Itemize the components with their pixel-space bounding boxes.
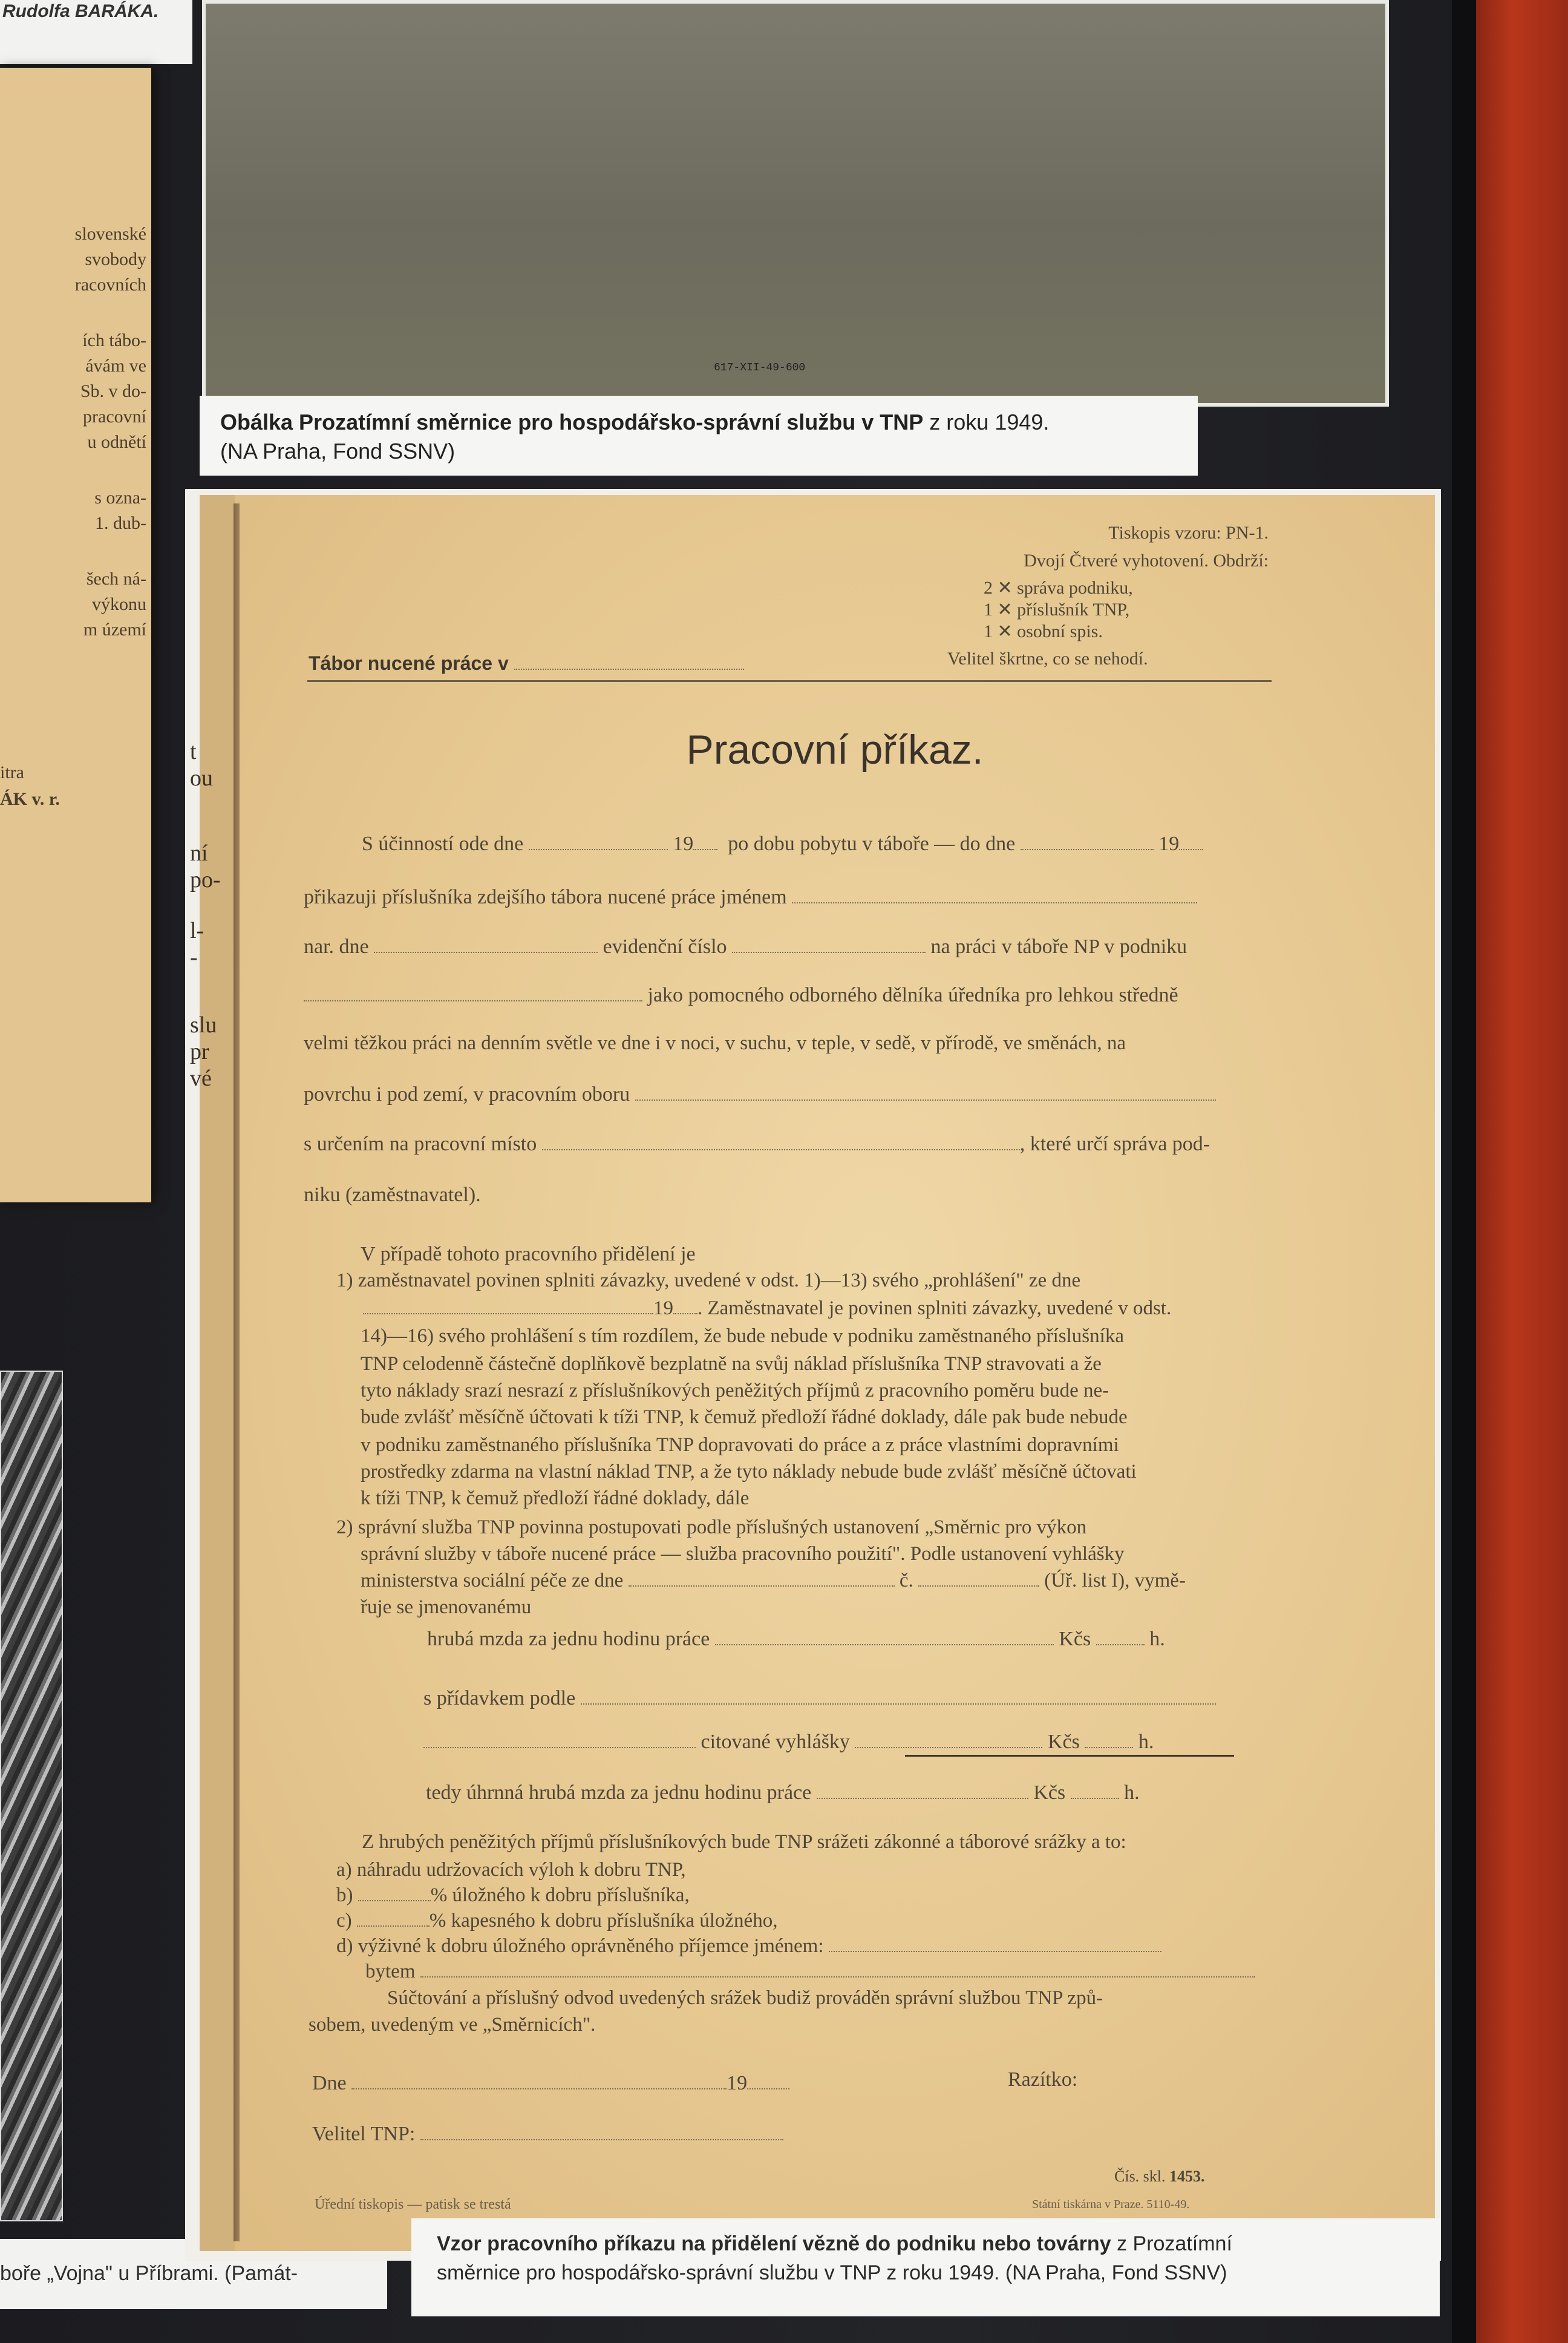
label: které určí správa pod- (1030, 1133, 1210, 1155)
header-right-line: Dvojí Čtveré vyhotovení. Obdrží: (1024, 551, 1269, 571)
label: h. (1124, 1781, 1140, 1804)
left-document-fragment (0, 68, 151, 1202)
name-line (304, 886, 1197, 909)
para-line: v podniku zaměstnaného příslušníka TNP dopravovati do práce a z práce vlastními dopravními (361, 1434, 1119, 1456)
year-field (673, 1297, 697, 1314)
decree-line (423, 1731, 1154, 1754)
strip-fragment: vé (190, 1066, 212, 1091)
effective-date-line (362, 833, 1203, 856)
left-doc-line: racovních (74, 275, 146, 295)
strip-fragment: ou (190, 765, 213, 791)
left-doc-line: u odnětí (87, 432, 146, 452)
label: % úložného k dobru příslušníka, (430, 1884, 690, 1906)
label: nar. dne (304, 936, 369, 958)
header-right-line: 2 ✕ správa podniku, (984, 578, 1133, 598)
year-field (747, 2073, 789, 2089)
camp-header-label: Tábor nucené práce v (309, 652, 509, 674)
crowns-field (1071, 1782, 1119, 1799)
year-field (693, 833, 717, 850)
left-doc-line: itra (0, 762, 24, 782)
work-field-input (635, 1084, 1216, 1101)
para-line (361, 1570, 1186, 1592)
warehouse-number (1114, 2168, 1205, 2186)
recipient-field (829, 1935, 1161, 1952)
envelope-photo (202, 0, 1389, 407)
envelope-stamp: 617-XII-49-600 (714, 362, 806, 374)
bottom-caption-bold: Vzor pracovního příkazu na přidělení vězně do podniku nebo továrny (437, 2232, 1111, 2255)
para-line: 2) správní služba TNP povinna postupovati podle příslušných ustanovení „Směrnic pro výkon (336, 1516, 1087, 1538)
left-doc-line: m území (83, 620, 146, 640)
percent-field (358, 1884, 431, 1901)
percent-field (357, 1910, 430, 1927)
conditions-line: velmi těžkou práci na denním světle ve dne i v noci, v suchu, v teple, v sedě, v přírodě, ve směnách, na (304, 1032, 1126, 1054)
para-line: 14)—16) svého prohlášení s tím rozdílem, že bude nebude v podniku zaměstnaného příslušníka (361, 1325, 1124, 1347)
label: ministerstva sociální péče ze dne (361, 1570, 624, 1591)
label: (Úř. list I), vymě- (1044, 1570, 1186, 1591)
label: hrubá mzda za jednu hodinu práce (427, 1628, 710, 1650)
date-field (1021, 833, 1154, 850)
enterprise-field (304, 985, 642, 1001)
official-form-note: Úřední tiskopis — patisk se trestá (315, 2197, 511, 2212)
deductions-intro: Z hrubých peněžitých příjmů příslušníkových bude TNP srážeti zákonné a táborové srážky a to: (362, 1831, 1126, 1853)
commander-signature-field (420, 2123, 783, 2140)
deduction-item (336, 1884, 690, 1907)
subtotal-rule (905, 1755, 1234, 1757)
bottom-caption-rest: z Prozatímní (1111, 2232, 1232, 2255)
para-line: k tíži TNP, k čemuž předloží řádné doklady, dále (361, 1487, 750, 1509)
settlement-line: Súčtování a příslušný odvod uvedených srážek budiž prováděn správní službou TNP způ- (387, 1987, 1103, 2009)
para-line: tyto náklady srazí nesrazí z příslušníkových peněžitých příjmů z pracovního poměru bude ne- (361, 1380, 1109, 1401)
header-right-line: Tiskopis vzoru: PN-1. (1108, 523, 1269, 543)
label: povrchu i pod zemí, v pracovním oboru (304, 1083, 630, 1106)
topleft-caption: Rudolfa BARÁKA. (2, 1, 159, 21)
currency-label: Kčs (1047, 1731, 1080, 1753)
total-wage-line (426, 1781, 1140, 1804)
para-line: správní služby v táboře nucené práce — služba pracovního použití". Podle ustanovení vyhlášky (361, 1543, 1125, 1565)
left-doc-line: svobody (85, 249, 146, 269)
para-line (363, 1297, 1171, 1320)
para-line: prostředky zdarma na vlastní náklad TNP, a že tyto náklady nebude bude zvlášť měsíčně účtovati (361, 1461, 1137, 1483)
strip-fragment: l- (190, 918, 204, 943)
left-doc-line: ÁK v. r. (0, 789, 60, 809)
label: h. (1138, 1731, 1154, 1753)
label: tedy úhrnná hrubá mzda za jednu hodinu práce (426, 1781, 812, 1804)
workplace-field (542, 1133, 1020, 1150)
label: c) (336, 1910, 352, 1932)
wage-line (427, 1628, 1165, 1651)
crowns-field (1085, 1731, 1133, 1748)
label: s přídavkem podle (423, 1687, 576, 1709)
header-right-line: 1 ✕ osobní spis. (984, 621, 1103, 641)
label: Čís. skl. (1114, 2168, 1166, 2185)
label: 19 (727, 2072, 748, 2094)
para-intro: V případě tohoto pracovního přidělení je (361, 1243, 696, 1265)
header-right-line: Velitel škrtne, co se nehodí. (947, 649, 1148, 669)
label: přikazuji příslušníka zdejšího tábora nucené práce jménem (304, 886, 787, 908)
strip-fragment: slu (190, 1012, 217, 1038)
allowance-line (423, 1687, 1216, 1710)
left-doc-line: ávám ve (85, 356, 146, 376)
left-doc-line: výkonu (92, 594, 146, 614)
commander-line (312, 2123, 783, 2146)
strip-fragment: pr (190, 1039, 209, 1064)
left-photo-fragment (0, 1371, 63, 2221)
date-field (529, 833, 668, 850)
header-right-line: 1 ✕ příslušník TNP, (984, 600, 1130, 620)
wage-field (715, 1628, 1054, 1645)
label: Velitel TNP: (312, 2123, 416, 2145)
strip-fragment: t (190, 739, 197, 764)
printer-note: Státní tiskárna v Praze. 5110-49. (1032, 2198, 1190, 2211)
para-line: bude zvlášť měsíčně účtovati k tíži TNP, k čemuž předloží řádné doklady, dále pak bude nebude (361, 1406, 1128, 1428)
left-doc-line: 1. dub- (95, 513, 146, 533)
label: 1453. (1169, 2168, 1205, 2185)
left-doc-line: pracovní (83, 407, 146, 427)
decree-date-field (629, 1570, 895, 1587)
label: č. (899, 1570, 913, 1591)
position-line (304, 984, 1178, 1007)
label: bytem (365, 1961, 416, 1982)
stamp-label: Razítko: (1008, 2068, 1078, 2091)
label: S účinností ode dne (362, 833, 524, 855)
envelope-caption (220, 408, 1049, 466)
label: d) výživné k dobru úložného oprávněného příjemce jménem: (336, 1935, 824, 1957)
label: citované vyhlášky (701, 1731, 850, 1753)
header-rule (307, 680, 1272, 682)
para-line: řuje se jmenovanému (361, 1596, 532, 1618)
label: s určením na pracovní místo (304, 1133, 537, 1155)
bottom-caption-line2: směrnice pro hospodářsko-správní službu v TNP z roku 1949. (NA Praha, Fond SSNV) (437, 2261, 1227, 2284)
employer-line: niku (zaměstnavatel). (304, 1184, 481, 1206)
left-doc-line: Sb. v do- (80, 381, 146, 401)
id-number-field (732, 936, 926, 953)
decree-number-field (918, 1570, 1039, 1587)
label: na práci v táboře NP v podniku (930, 936, 1187, 958)
left-doc-line: ích tábo- (82, 330, 146, 350)
para-line: 1) zaměstnavatel povinen splniti závazky, uvedené v odst. 1)—13) svého „prohlášení" ze dne (336, 1270, 1081, 1291)
label: po dobu pobytu v táboře — do dne (728, 833, 1016, 855)
label: h. (1149, 1628, 1165, 1650)
strip-fragment: ní (190, 841, 208, 866)
left-doc-line: šech ná- (86, 569, 146, 589)
label: 19 (653, 1297, 673, 1319)
deduction-item (336, 1910, 777, 1932)
label: jako pomocného odborného dělníka úředníka pro lehkou středně (647, 984, 1178, 1006)
signature-date-field (351, 2073, 727, 2089)
decree-ref-field (423, 1731, 696, 1748)
label: 19 (1158, 833, 1180, 855)
label: . Zaměstnavatel je povinen splniti závazky, uvedené v odst. (697, 1297, 1172, 1319)
date-signature-line (312, 2072, 789, 2095)
allowance-amount-field (855, 1731, 1042, 1748)
envelope-caption-rest: z roku 1949. (923, 410, 1050, 434)
red-wall-strip (1476, 0, 1568, 2343)
envelope-caption-source: (NA Praha, Fond SSNV) (220, 439, 456, 464)
para-line: TNP celodenně částečně doplňkově bezplatně na svůj náklad příslušníka TNP stravovati a že (361, 1353, 1102, 1375)
field-line (304, 1083, 1216, 1106)
currency-label: Kčs (1033, 1781, 1066, 1804)
label: b) (336, 1884, 353, 1906)
envelope-caption-bold: Obálka Prozatímní směrnice pro hospodářsko-správní službu v TNP (220, 410, 924, 434)
workplace-line: s určením na pracovní místo , které určí správa pod- (304, 1133, 1210, 1155)
total-field (817, 1782, 1028, 1799)
left-photo-caption: boře „Vojna" u Příbrami. (Památ- (0, 2262, 298, 2285)
crowns-field (1096, 1628, 1145, 1645)
label: Dne (312, 2072, 347, 2094)
settlement-line: sobem, uvedeným ve „Směrnicích". (309, 2014, 596, 2036)
name-field (792, 886, 1197, 903)
declaration-date-field (363, 1297, 653, 1314)
deduction-item (365, 1961, 1255, 1983)
deduction-item (336, 1935, 1161, 1958)
year-field (1179, 833, 1203, 850)
birth-date-field (374, 936, 598, 953)
label: evidenční číslo (603, 936, 727, 958)
left-doc-line: s ozna- (94, 488, 146, 508)
strip-fragment: - (190, 945, 198, 970)
address-field (420, 1961, 1255, 1978)
camp-header (309, 652, 744, 675)
label: % kapesného k dobru příslušníka úložného, (429, 1910, 778, 1932)
bottom-caption (437, 2229, 1232, 2287)
left-doc-line: slovenské (74, 224, 146, 244)
currency-label: Kčs (1059, 1628, 1091, 1650)
label: 19 (673, 833, 694, 855)
birth-line (304, 936, 1187, 958)
camp-name-field (514, 653, 744, 670)
allowance-field (581, 1688, 1216, 1705)
deduction-item: a) náhradu udržovacích výloh k dobru TNP, (336, 1859, 686, 1881)
document-title: Pracovní příkaz. (686, 727, 984, 773)
strip-fragment: po- (190, 867, 221, 893)
board-edge-shadow (1452, 0, 1476, 2343)
